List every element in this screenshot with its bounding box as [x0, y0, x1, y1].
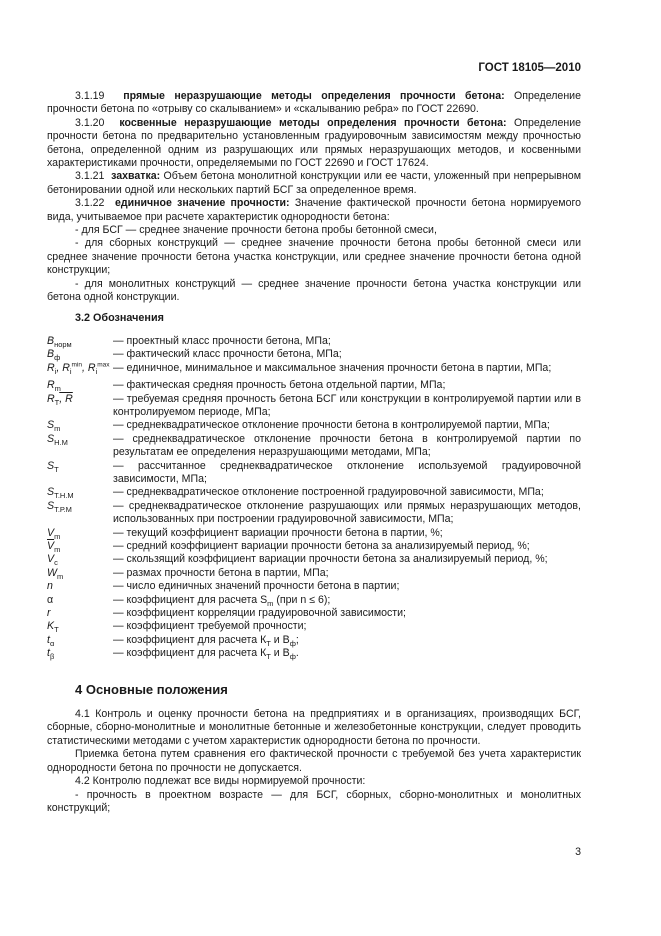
symbol-description: — среднеквадратическое отклонение прочности бетона в контролируемой партии, МПа;: [113, 419, 550, 432]
symbol-row: [47, 620, 581, 633]
section-heading-4: 4 Основные положения: [75, 681, 228, 697]
symbol-row: [47, 553, 581, 566]
symbol: $R_Т$, R: [47, 392, 73, 407]
paragraph-4-1: 4.1 Контроль и оценку прочности бетона на предприятиях и в организациях, производящих БСГ, сборные, сборно-монолитные и монолитные бетонные и железобетонные конструкции, следует проводить статистическими методами с учетом характеристик однородности бетона по прочности.: [47, 708, 581, 747]
symbol-description: — средний коэффициент вариации прочности бетона за анализируемый период, %;: [113, 540, 530, 552]
symbol: $S_{Н.М}$: [47, 432, 68, 447]
symbol-row: [47, 393, 581, 420]
symbol: $W_m$: [47, 566, 64, 581]
symbol-description: — среднеквадратическое отклонение построенной градуировочной зависимости, МПа;: [113, 486, 544, 499]
symbol-description: — рассчитанное среднеквадратическое отклонение используемой градуировочной зависимости, МПа;: [113, 459, 581, 485]
document-id: ГОСТ 18105—2010: [478, 62, 581, 74]
symbol: $V_m$: [47, 526, 61, 541]
symbol-description: — коэффициент для расчета $S_m$ (при n ≤ 6);: [113, 593, 331, 608]
symbol-row: [47, 419, 581, 432]
symbol: α: [47, 593, 54, 606]
definition-3-1-22: 3.1.22 единичное значение прочности: Значение фактической прочности бетона нормируемого вида, учитываемое при расчете характеристик однородности бетона:: [47, 197, 582, 223]
list-item: - прочность в проектном возрасте — для БСГ, сборных, сборно-монолитных и монолитных конструкций;: [47, 788, 581, 814]
symbol-description: — проектный класс прочности бетона, МПа;: [113, 334, 331, 347]
page-body: [47, 90, 581, 815]
symbol-description: — число единичных значений прочности бетона в партии;: [113, 580, 400, 593]
symbols-list: [47, 335, 581, 661]
symbol-description: — скользящий коэффициент вариации прочности бетона за анализируемый период, %;: [113, 553, 548, 566]
symbol: $t_\alpha$: [47, 633, 55, 648]
symbol: $V_c$: [47, 553, 58, 568]
paragraph-4-2: 4.2 Контролю подлежат все виды нормируемой прочности:: [75, 775, 366, 788]
symbol: $S_{Т.Н.М}$: [47, 486, 74, 501]
symbol: r: [47, 607, 51, 620]
definition-3-1-21: 3.1.21 захватка: Объем бетона монолитной конструкции или ее части, уложенный при непрерывном бетонировании одной или нескольких партий БСГ за определенное время.: [47, 170, 581, 196]
symbol-row: [47, 607, 581, 620]
symbol-row: [47, 486, 581, 499]
symbol-row: [47, 580, 581, 593]
list-item: - для монолитных конструкций — среднее значение прочности бетона участка конструкции или бетона одной конструкции.: [47, 277, 581, 304]
symbol-description: — единичное, минимальное и максимальное значения прочности бетона в партии, МПа;: [113, 361, 552, 374]
paragraph: Приемка бетона путем сравнения его фактической прочности с требуемой без учета характеристик однородности бетона по прочности не допускается.: [47, 748, 581, 774]
list-item: - для сборных конструкций — среднее значение прочности бетона пробы бетонной смеси или среднее значение прочности бетона участка конструкции, или среднее значение прочности бетона одной конструкции;: [47, 237, 581, 277]
symbol-row: [47, 527, 581, 540]
definition-3-1-19: 3.1.19 прямые неразрушающие методы определения прочности бетона: Определение прочности бетона по «отрыву со скалыванием» и «скалыванию ребра» по ГОСТ 22690.: [47, 90, 581, 116]
definition-3-1-20: 3.1.20 косвенные неразрушающие методы определения прочности бетона: Определение прочности бетона по предварительно установленным градуировочным зависимостям между прочностью бетона, определенной одним из разрушающих или прямых неразрушающих методов, и косвенными характеристиками прочности, определяемыми по ГОСТ 22690 и ГОСТ 17624.: [47, 116, 581, 170]
symbol-description: — текущий коэффициент вариации прочности бетона в партии, %;: [113, 526, 443, 539]
list-item: - для БСГ — среднее значение прочности бетона пробы бетонной смеси,: [75, 224, 437, 237]
symbol-row: [47, 433, 581, 460]
symbol-description: — среднеквадратическое отклонение прочности бетона в контролируемой партии по результатам ее определения неразрушающими методами, МПа;: [113, 432, 581, 459]
symbol-row: [47, 634, 581, 647]
symbol-row: [47, 540, 581, 553]
symbol-row: [47, 647, 581, 660]
page-number: 3: [575, 846, 581, 858]
symbol: $S_Т$: [47, 459, 59, 474]
symbol-row: [47, 379, 581, 392]
symbol: $S_{Т.Р.М}$: [47, 499, 72, 514]
symbol-row: [47, 567, 581, 580]
symbol-description: — фактическая средняя прочность бетона отдельной партии, МПа;: [113, 379, 446, 392]
symbol: $R_i$, $R_i^{min}$, $R_i^{max}$: [47, 361, 110, 376]
symbol: $B_ф$: [47, 348, 61, 363]
section-heading-3-2: 3.2 Обозначения: [75, 311, 164, 324]
symbol: $S_m$: [47, 419, 61, 434]
symbol-description: — требуемая средняя прочность бетона БСГ или конструкции в контролируемой партии или в контролируемом периоде, МПа;: [113, 392, 581, 418]
symbol-row: [47, 594, 581, 607]
symbol: $t_\beta$: [47, 647, 55, 662]
symbol: $B_{норм}$: [47, 334, 72, 350]
symbol-row: [47, 362, 581, 375]
symbol-row: [47, 500, 581, 527]
symbol-description: — среднеквадратическое отклонение разрушающих или прямых неразрушающих методов, использованных при построении градуировочной зависимости, МПа;: [113, 499, 581, 526]
symbol-description: — коэффициент для расчета $К_Т$ и $В_ф$.: [113, 647, 299, 662]
symbol-description: — размах прочности бетона в партии, МПа;: [113, 566, 329, 579]
symbol-description: — коэффициент требуемой прочности;: [113, 620, 307, 633]
symbol-description: — коэффициент для расчета $К_Т$ и $В_ф$;: [113, 633, 299, 648]
symbol-row: [47, 460, 581, 487]
symbol-row: [47, 335, 581, 348]
symbol-row: [47, 348, 581, 361]
symbol: $\overline{V}_m$: [47, 540, 61, 555]
symbol: $K_Т$: [47, 620, 59, 635]
symbol-description: — фактический класс прочности бетона, МПа;: [113, 348, 342, 361]
symbol-description: — коэффициент корреляции градуировочной зависимости;: [113, 607, 407, 620]
symbol: $R_m$: [47, 379, 61, 394]
symbol: n: [47, 580, 53, 593]
